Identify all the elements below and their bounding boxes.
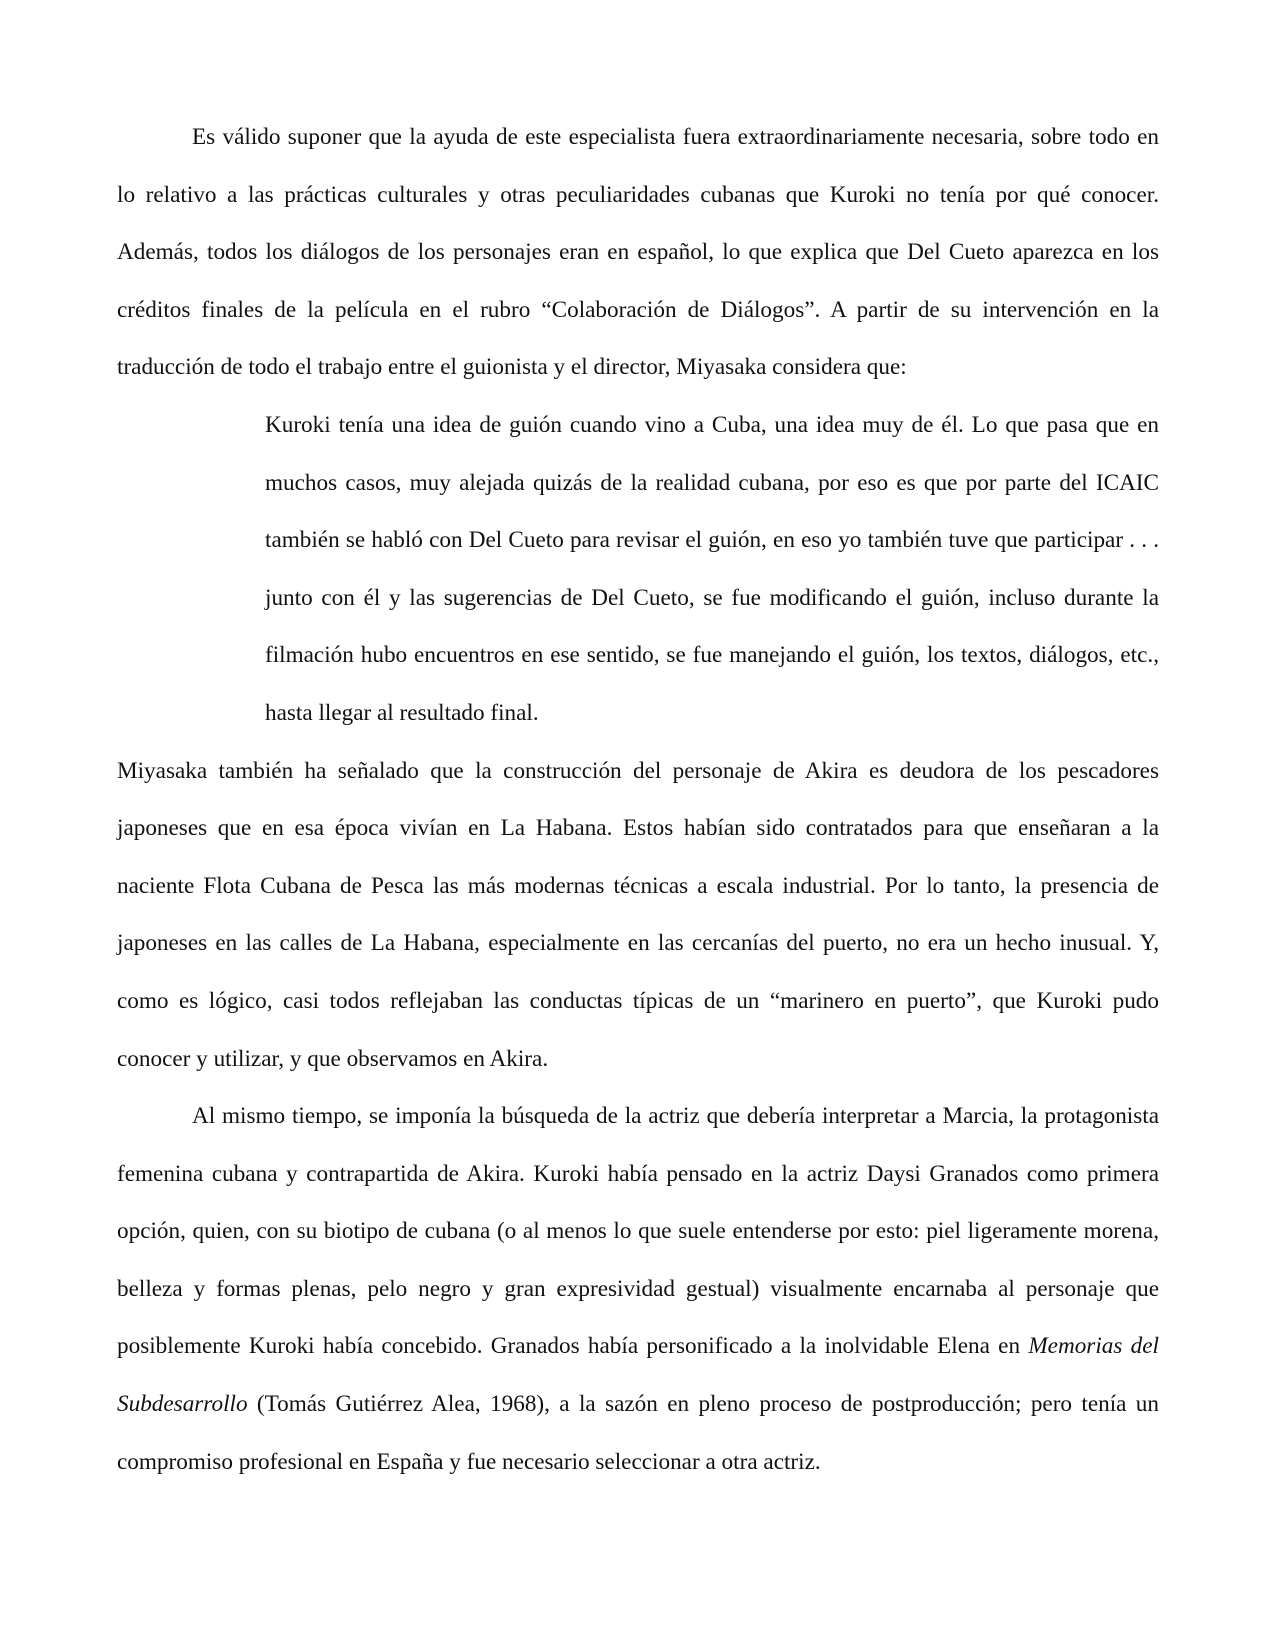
paragraph-kuroki-specialist: Es válido suponer que la ayuda de este especialista fuera extraordinariamente necesaria, sobre todo en lo relativo a las prácticas culturales y otras peculiaridades cubanas que Kuroki no tenía por qué conocer. Además, todos los diálogos de los personajes eran en español, lo que explica que Del Cueto aparezca en los créditos finales de la película en el rubro “Colaboración de Diálogos”. A partir de su intervención en la traducción de todo el trabajo entre el guionista y el director, Miyasaka considera que: xyxy=(117,124,1159,381)
paragraph-actress-search-text-start: Al mismo tiempo, se imponía la búsqueda de la actriz que debería interpretar a Marcia, la protagonista femenina cubana y contrapartida de Akira. Kuroki había pensado en la actriz Daysi Granados como primera opción, quien, con su biotipo de cubana (o al menos lo que suele entenderse por esto: piel ligeramente morena, belleza y formas plenas, pelo negro y gran expresividad gestual) visualmente encarnaba al personaje que posiblemente Kuroki había concebido. Granados había personificado a la inolvidable Elena en xyxy=(117,1103,1159,1360)
paragraph-japanese-fishermen: Miyasaka también ha señalado que la construcción del personaje de Akira es deudora de los pescadores japoneses que en esa época vivían en La Habana. Estos habían sido contratados para que enseñaran a la naciente Flota Cubana de Pesca las más modernas técnicas a escala industrial. Por lo tanto, la presencia de japoneses en las calles de La Habana, especialmente en las cercanías del puerto, no era un hecho inusual. Y, como es lógico, casi todos reflejaban las conductas típicas de un “marinero en puerto”, que Kuroki pudo conocer y utilizar, y que observamos en Akira. xyxy=(117,757,1159,1072)
film-title-memorias: Memorias del Subdesarrollo xyxy=(117,1333,1160,1418)
paragraph-actress-search xyxy=(117,1088,1159,1491)
paragraph-actress-search-text-end: (Tomás Gutiérrez Alea, 1968), a la sazón en pleno proceso de postproducción; pero tenía un compromiso profesional en España y fue necesario seleccionar a otra actriz. xyxy=(117,1391,1159,1475)
document-body xyxy=(117,109,1159,1491)
block-quote-miyasaka: Kuroki tenía una idea de guión cuando vino a Cuba, una idea muy de él. Lo que pasa que en muchos casos, muy alejada quizás de la realidad cubana, por eso es que por parte del ICAIC también se habló con Del Cueto para revisar el guión, en eso yo también tuve que participar . . . junto con él y las sugerencias de Del Cueto, se fue modificando el guión, incluso durante la filmación hubo encuentros en ese sentido, se fue manejando el guión, los textos, diálogos, etc., hasta llegar al resultado final. xyxy=(265,411,1159,726)
